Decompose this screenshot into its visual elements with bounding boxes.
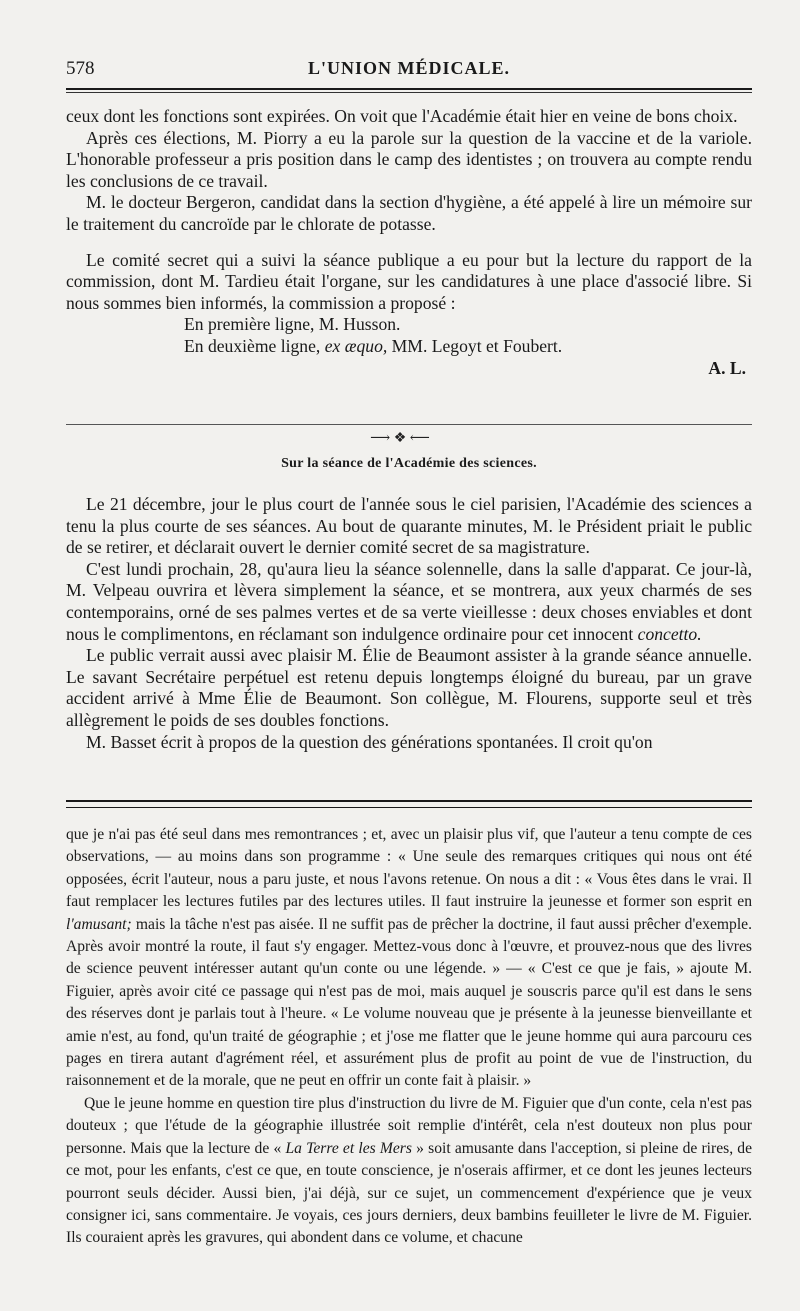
book-title: La Terre et les Mers [285, 1139, 412, 1157]
paragraph: M. Basset écrit à propos de la question des générations spontanées. Il croit qu'on [86, 731, 653, 752]
header-rule [66, 92, 752, 93]
academy-section [66, 494, 752, 753]
ornament-divider: ⟶ ❖ ⟵ [370, 431, 430, 446]
feuilleton-paragraph [66, 824, 752, 1093]
paragraph-lundi [66, 559, 752, 645]
page-number: 578 [66, 58, 95, 79]
page-header [66, 58, 752, 90]
paragraph: M. le docteur Bergeron, candidat dans la section d'hygiène, a été appelé à lire un mémoire sur le traitement du cancroïde par le chlorate de potasse. [66, 192, 752, 234]
feuilleton-italic: l'amusant; [66, 915, 132, 933]
paragraph: Le public verrait aussi avec plaisir M. Élie de Beaumont assister à la grande séance annuelle. Le savant Secrétaire perpétuel est retenu depuis longtemps éloigné du bureau, par un grave accident arrivé à Mme Élie de Beaumont. Son collègue, M. Flourens, supporte seul et très allègrement le poids de ses doubles fonctions. [66, 645, 752, 730]
section-rule [66, 424, 752, 425]
lundi-text: C'est lundi prochain, 28, qu'aura lieu la séance solennelle, dans la salle d'apparat. Ce jour-là, M. Velpeau ouvrira et lèvera simplement la séance, et se montrera, aux yeux charmés de ses contemporains, orné de ses palmes vertes et de sa verte vieillesse : deux choses enviables et dont nous le complimentons, en réclamant son indulgence ordinaire pour cet innocent [66, 558, 752, 644]
feuilleton-text: mais la tâche n'est pas aisée. Il ne suffit pas de prêcher la doctrine, il faut aussi prêcher d'exemple. Après avoir montré la route, il faut s'y engager. Mettez-vous donc à l'œuvre, et prouvez-nous que des livres de science peuvent intéresser autant qu'un conte ou une légende. » — « C'est ce que je fais, » ajoute M. Figuier, après avoir cité ce passage qui n'est pas de moi, mais auquel je souscris parce qu'il est dans le sens des réserves dont je parlais tout à l'heure. « Le volume nouveau que je présente à la jeunesse bienveillante et amie n'est, au fond, qu'un traité de géographie ; et j'ose me flatter que le jeune homme qui aura parcouru ces pages en tirera autant d'agrément réel, et assurément plus de profit au point de vue de l'instruction, du raisonnement et de la morale, que ne peut en offrir un conte fait à plaisir. » [66, 915, 752, 1090]
feuilleton-paragraph [66, 1093, 752, 1250]
section-title: Sur la séance de l'Académie des sciences. [281, 456, 537, 471]
paragraph: ceux dont les fonctions sont expirées. On voit que l'Académie était hier en veine de bons choix. [66, 106, 738, 126]
spacer [66, 236, 752, 250]
paragraph: Après ces élections, M. Piorry a eu la parole sur la question de la vaccine et de la variole. L'honorable professeur a pris position dans le camp des identistes ; on trouvera au compte rendu les conclusions de ce travail. [66, 127, 752, 191]
list-line-suffix: MM. Legoyt et Foubert. [387, 335, 563, 356]
list-line-second [66, 336, 752, 358]
feuilleton-text: Que le jeune homme en question tire plus d'instruction du livre de M. Figuier que d'un conte, cela n'est pas douteux ; que l'étude de la géographie illustrée soit remplie d'intérêt, cela n'est douteux non plus pour personne. Mais que la lecture de « [66, 1094, 752, 1157]
paragraph: Le 21 décembre, jour le plus court de l'année sous le ciel parisien, l'Académie des sciences a tenu la plus courte de ses séances. Au bout de quarante minutes, M. le Président priait le public de se retirer, et déclarait ouvert le dernier comité secret de sa magistrature. [66, 494, 752, 558]
feuilleton-text: que je n'ai pas été seul dans mes remontrances ; et, avec un plaisir plus vif, que l'auteur a tenu compte de ces observations, — au moins dans son programme : « Une seule des remarques critiques qui nous ont été opposées, écrit l'auteur, nous a paru juste, et nous l'avons retenue. On nous a dit : « Vous êtes dans le vrai. Il faut remplacer les lectures futiles par des lectures utiles. Il faut instruire la jeunesse et former son esprit en [66, 826, 752, 911]
list-line-first: En première ligne, M. Husson. [184, 314, 401, 335]
feuilleton-divider [66, 800, 752, 808]
paragraph: Le comité secret qui a suivi la séance publique a eu pour but la lecture du rapport de la commission, dont M. Tardieu était l'organe, sur les candidatures à une place d'associé libre. Si nous sommes bien informés, la commission a proposé : [66, 249, 752, 313]
journal-title: L'UNION MÉDICALE. [307, 58, 511, 78]
feuilleton-text: » soit amusante dans l'acception, si pleine de rires, de ce mot, pour les enfants, c'est ce que, en toute conscience, je n'oserais affirmer, et ce dont les jeunes lecteurs pourront seuls décider. Aussi bien, j'ai déjà, sur ce sujet, un commencement d'expérience que je veux consigner ici, sans commentaire. Je voyais, ces jours derniers, deux bambins feuilleter le livre de M. Figuier. Ils couraient après les gravures, qui abondent dans ce volume, et chacune [66, 1139, 753, 1247]
list-line-prefix: En deuxième ligne, [184, 335, 325, 356]
top-section [66, 106, 752, 379]
feuilleton-section [66, 824, 752, 1250]
signature: A. L. [708, 357, 746, 378]
list-line-italic: ex æquo, [324, 335, 388, 356]
lundi-italic: concetto. [637, 623, 702, 644]
